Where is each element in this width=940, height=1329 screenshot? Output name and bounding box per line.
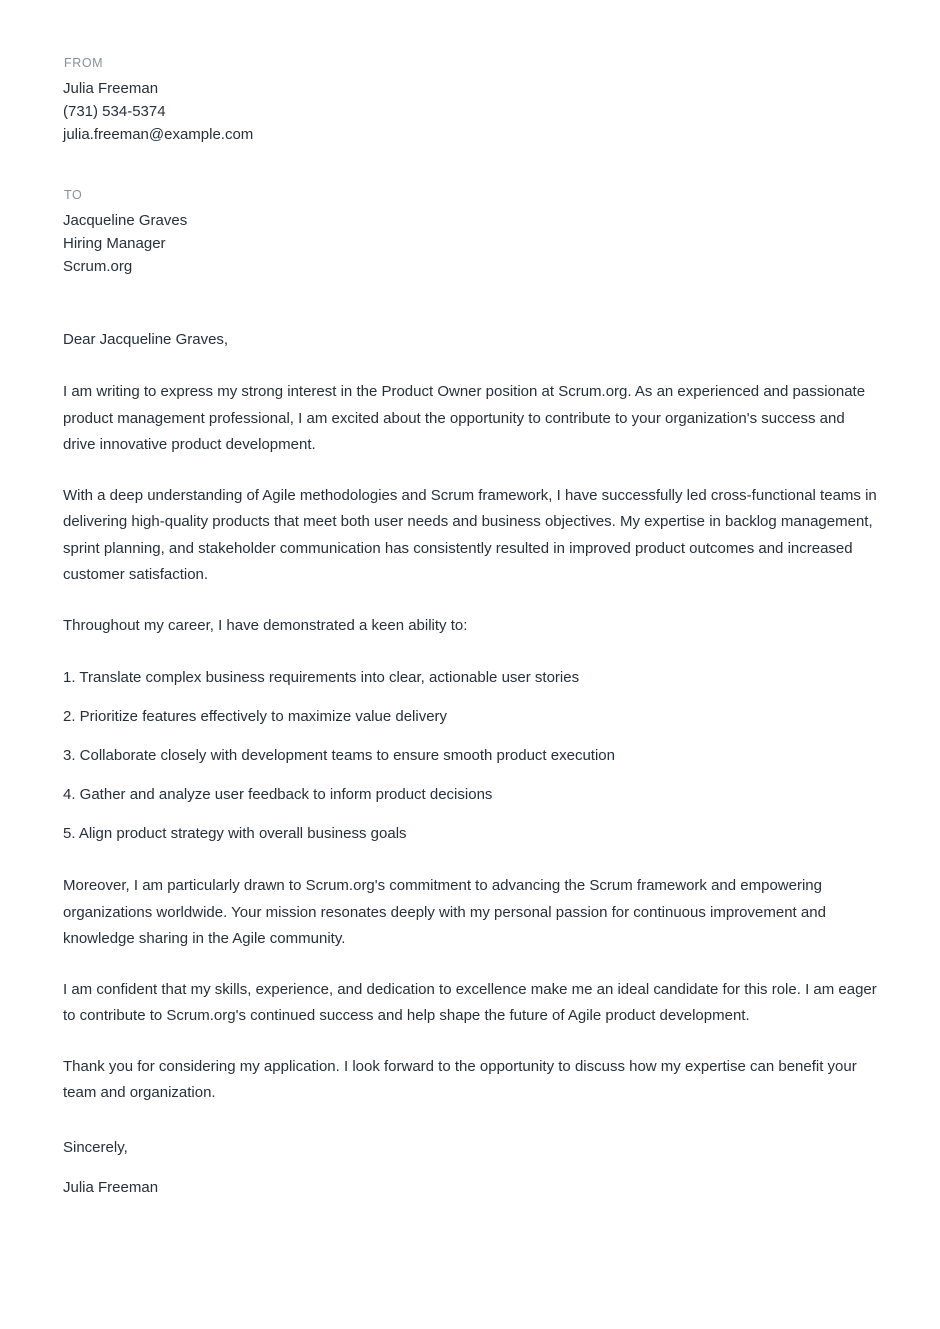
recipient-company: Scrum.org	[63, 258, 133, 275]
list-item: 2. Prioritize features effectively to maximize value delivery	[63, 708, 448, 725]
sender-name: Julia Freeman	[63, 80, 159, 97]
recipient-block	[63, 188, 878, 278]
list-item: 1. Translate complex business requirements into clear, actionable user stories	[63, 669, 580, 686]
ability-list	[63, 665, 878, 847]
recipient-name: Jacqueline Graves	[63, 212, 188, 229]
recipient-title: Hiring Manager	[63, 235, 166, 252]
sender-block	[63, 56, 878, 146]
to-label: TO	[64, 188, 83, 202]
list-item: 3. Collaborate closely with development teams to ensure smooth product execution	[63, 747, 615, 764]
body-paragraph: Moreover, I am particularly drawn to Scrum.org's commitment to advancing the Scrum framework and empowering organizations worldwide. Your mission resonates deeply with my personal passion for continuous improvement and knowledge sharing in the Agile community.	[63, 877, 826, 947]
body-paragraph: With a deep understanding of Agile methodologies and Scrum framework, I have successfully led cross-functional teams in delivering high-quality products that meet both user needs and business objectives. My expertise in backlog management, sprint planning, and stakeholder communication has consistently resulted in improved product outcomes and increased customer satisfaction.	[63, 486, 877, 583]
signature: Julia Freeman	[63, 1178, 159, 1196]
body-paragraph: I am confident that my skills, experience, and dedication to excellence make me an ideal candidate for this role. I am eager to contribute to Scrum.org's continued success and help shape the future of Agile product development.	[63, 980, 877, 1024]
sender-phone: (731) 534-5374	[63, 103, 166, 120]
list-item: 5. Align product strategy with overall business goals	[63, 825, 407, 842]
body-paragraph: I am writing to express my strong interest in the Product Owner position at Scrum.org. As an experienced and passionate product management professional, I am excited about the opportunity to contribute to your organization's success and drive innovative product development.	[63, 383, 866, 453]
list-intro: Throughout my career, I have demonstrated a keen ability to:	[63, 616, 468, 634]
closing: Sincerely,	[63, 1138, 128, 1156]
sender-email: julia.freeman@example.com	[63, 126, 254, 143]
salutation: Dear Jacqueline Graves,	[63, 331, 229, 348]
body-paragraph: Thank you for considering my application. I look forward to the opportunity to discuss how my expertise can benefit your team and organization.	[63, 1057, 857, 1101]
list-item: 4. Gather and analyze user feedback to inform product decisions	[63, 786, 493, 803]
from-label: FROM	[64, 56, 104, 70]
